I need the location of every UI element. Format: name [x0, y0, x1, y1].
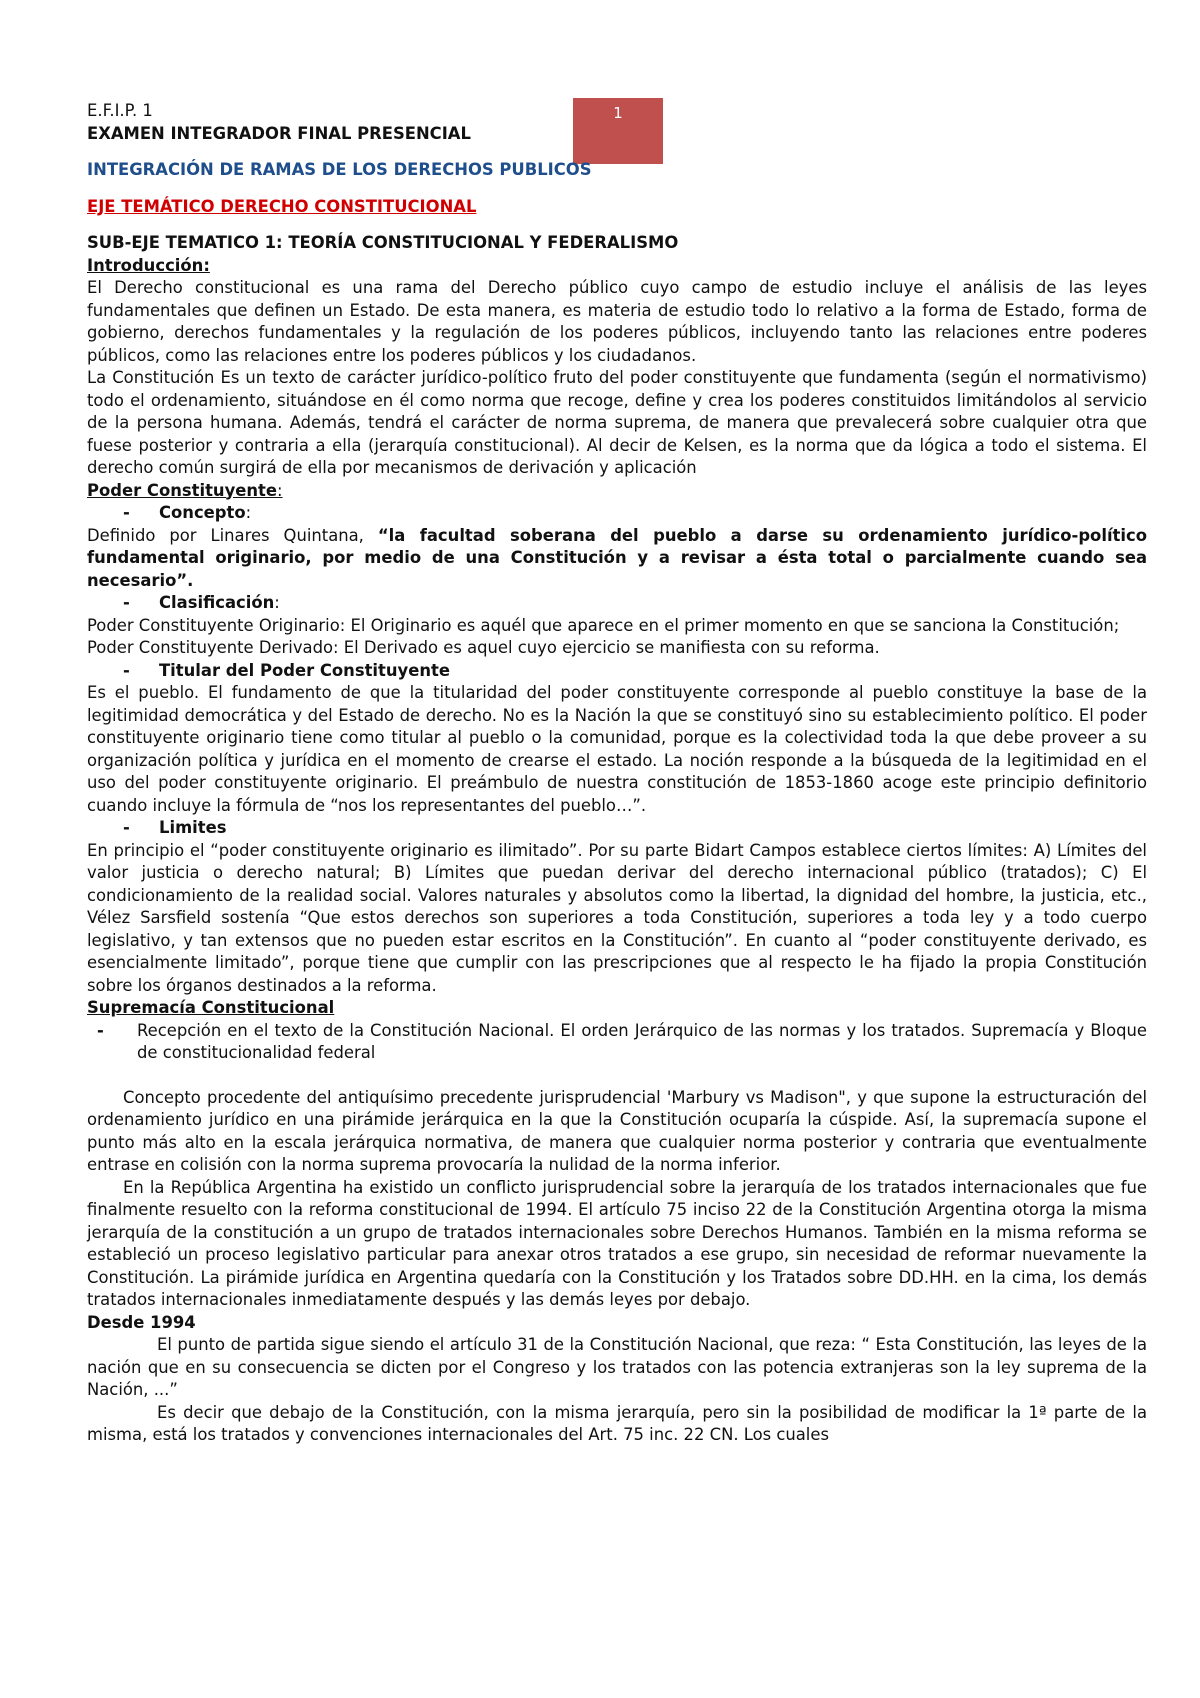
supremacia-paragraph-1: Concepto procedente del antiquísimo precedente jurisprudencial 'Marbury vs Madison", y que supone la estructuración del ordenamiento jurídico en una pirámide jerárquica en la que la Constitución ocuparía la cúspide. Así, la supremacía supone el punto más alto en la escala jerárquica normativa, de manera que cualquier norma posterior y contraria que eventualmente entrase en colisión con la norma suprema provocaría la nulidad de la norma inferior. — [87, 1087, 1147, 1174]
definido-quote: “la facultad soberana del pueblo a darse su ordenamiento jurídico-político fundamental originario, por medio de una Constitución y a revisar a ésta total o parcialmente cuando sea necesario”. — [87, 525, 1147, 590]
clasificacion-label: Clasificación — [159, 593, 275, 612]
supremacia-heading — [87, 997, 1147, 1020]
exam-title: EXAMEN INTEGRADOR FINAL PRESENCIAL — [87, 123, 471, 143]
thematic-axis-text: EJE TEMÁTICO DERECHO CONSTITUCIONAL — [87, 196, 477, 216]
titular-item — [87, 660, 1147, 683]
limites-label: Limites — [159, 818, 227, 837]
thematic-axis — [87, 196, 1147, 219]
concepto-label: Concepto — [159, 503, 246, 522]
supremacia-bullet: - Recepción en el texto de la Constitución Nacional. El orden Jerárquico de las normas y los tratados. Supremacía y Bloque de constitucionalidad federal — [87, 1020, 1147, 1065]
sub-axis-title: SUB-EJE TEMATICO 1: TEORÍA CONSTITUCIONAL Y FEDERALISMO — [87, 233, 679, 252]
intro-heading: Introducción: — [87, 255, 210, 275]
desde-heading: Desde 1994 — [87, 1312, 196, 1332]
exam-code: E.F.I.P. 1 — [87, 101, 153, 120]
concepto-item: - Concepto: — [87, 502, 1147, 525]
derivado-paragraph: Poder Constituyente Derivado: El Derivado es aquel cuyo ejercicio se manifiesta con su reforma. — [87, 638, 880, 657]
limites-paragraph: En principio el “poder constituyente originario es ilimitado”. Por su parte Bidart Campos establece ciertos límites: A) Límites del valor justicia o derecho natural; B) Límites que puedan derivar del derecho internacional público (tratados); C) El condicionamiento de la realidad social. Valores naturales y absolutos como la libertad, la dignidad del hombre, la justicia, etc., Vélez Sarsfield sostenía “Que estos derechos son superiores a toda Constitución, superiores a toda ley y a todo cuerpo legislativo, y tan extensos que no pueden estar escritos en la Constitución”. En cuanto al “poder constituyente derivado, es esencialmente limitado”, porque tiene que cumplir con las prescripciones que al respecto le ha fijado la propia Constitución sobre los órganos destinados a la reforma. — [87, 840, 1147, 995]
intro-paragraph-1: El Derecho constitucional es una rama del Derecho público cuyo campo de estudio incluye el análisis de las leyes fundamentales que definen un Estado. De esta manera, es materia de estudio todo lo relativo a la forma de Estado, forma de gobierno, derechos fundamentales y la regulación de los poderes públicos, incluyendo tanto las relaciones entre poderes públicos, como las relaciones entre los poderes públicos y los ciudadanos. — [87, 278, 1147, 365]
clasificacion-item: - Clasificación: — [87, 592, 1147, 615]
supremacia-paragraph-2: En la República Argentina ha existido un conflicto jurisprudencial sobre la jerarquía de los tratados internacionales que fue finalmente resuelto con la reforma constitucional de 1994. El artículo 75 inciso 22 de la Constitución Argentina otorga la misma jerarquía de la constitución a un grupo de tratados internacionales sobre Derechos Humanos. También en la misma reforma se estableció un proceso legislativo particular para anexar otros tratados a ese grupo, sin necesidad de reformar nuevamente la Constitución. La pirámide jurídica en Argentina quedaría con la Constitución y los Tratados sobre DD.HH. en la cima, los demás tratados internacionales inmediatamente después y las demás leyes por debajo. — [87, 1177, 1147, 1309]
poder-heading: Poder Constituyente: — [87, 480, 283, 500]
titular-paragraph: Es el pueblo. El fundamento de que la titularidad del poder constituyente corresponde al pueblo constituye la base de la legitimidad democrática y del Estado de derecho. No es la Nación la que se constituyó sino su establecimiento político. El poder constituyente originario tiene como titular al pueblo o la comunidad, porque es la colectividad toda la que debe proveer a su organización política y jurídica en el momento de crearse el estado. La noción responde a la búsqueda de la legitimidad en el uso del poder constituyente originario. El preámbulo de nuestra constitución de 1853-1860 acoge este principio definitorio cuando incluye la fórmula de “nos los representantes del pueblo…”. — [87, 683, 1147, 815]
definido-lead: Definido por Linares Quintana, — [87, 525, 378, 545]
definido-paragraph — [87, 525, 1147, 593]
limites-item — [87, 817, 1147, 840]
desde-paragraph-1: El punto de partida sigue siendo el artículo 31 de la Constitución Nacional, que reza: “ Esta Constitución, las leyes de la nación que en su consecuencia se dicten por el Congreso y los tratados con las potencia extranjeras son la ley suprema de la Nación, ...” — [87, 1335, 1147, 1399]
supremacia-heading-text: Supremacía Constitucional — [87, 998, 335, 1017]
titular-label: Titular del Poder Constituyente — [159, 660, 450, 680]
document-page — [87, 100, 1147, 1447]
subject-title: INTEGRACIÓN DE RAMAS DE LOS DERECHOS PUBLICOS — [87, 160, 592, 179]
page-number: 1 — [613, 104, 623, 122]
poder-heading-text: Poder Constituyente — [87, 480, 278, 500]
desde-paragraph-2: Es decir que debajo de la Constitución, con la misma jerarquía, pero sin la posibilidad de modificar la 1ª parte de la misma, está los tratados y convenciones internacionales del Art. 75 inc. 22 CN. Los cuales — [87, 1402, 1147, 1444]
originario-paragraph: Poder Constituyente Originario: El Originario es aquél que aparece en el primer momento en que se sanciona la Constitución; — [87, 615, 1120, 635]
intro-paragraph-2: La Constitución Es un texto de carácter jurídico-político fruto del poder constituyente que fundamenta (según el normativismo) todo el ordenamiento, situándose en él como norma que recoge, define y crea los poderes constituidos limitándolos al servicio de la persona humana. Además, tendrá el carácter de norma suprema, de manera que prevalecerá sobre cualquier otra que fuese posterior y contraria a ella (jerarquía constitucional). Al decir de Kelsen, es la norma que da lógica a todo el sistema. El derecho común surgirá de ella por mecanismos de derivación y aplicación — [87, 368, 1147, 477]
